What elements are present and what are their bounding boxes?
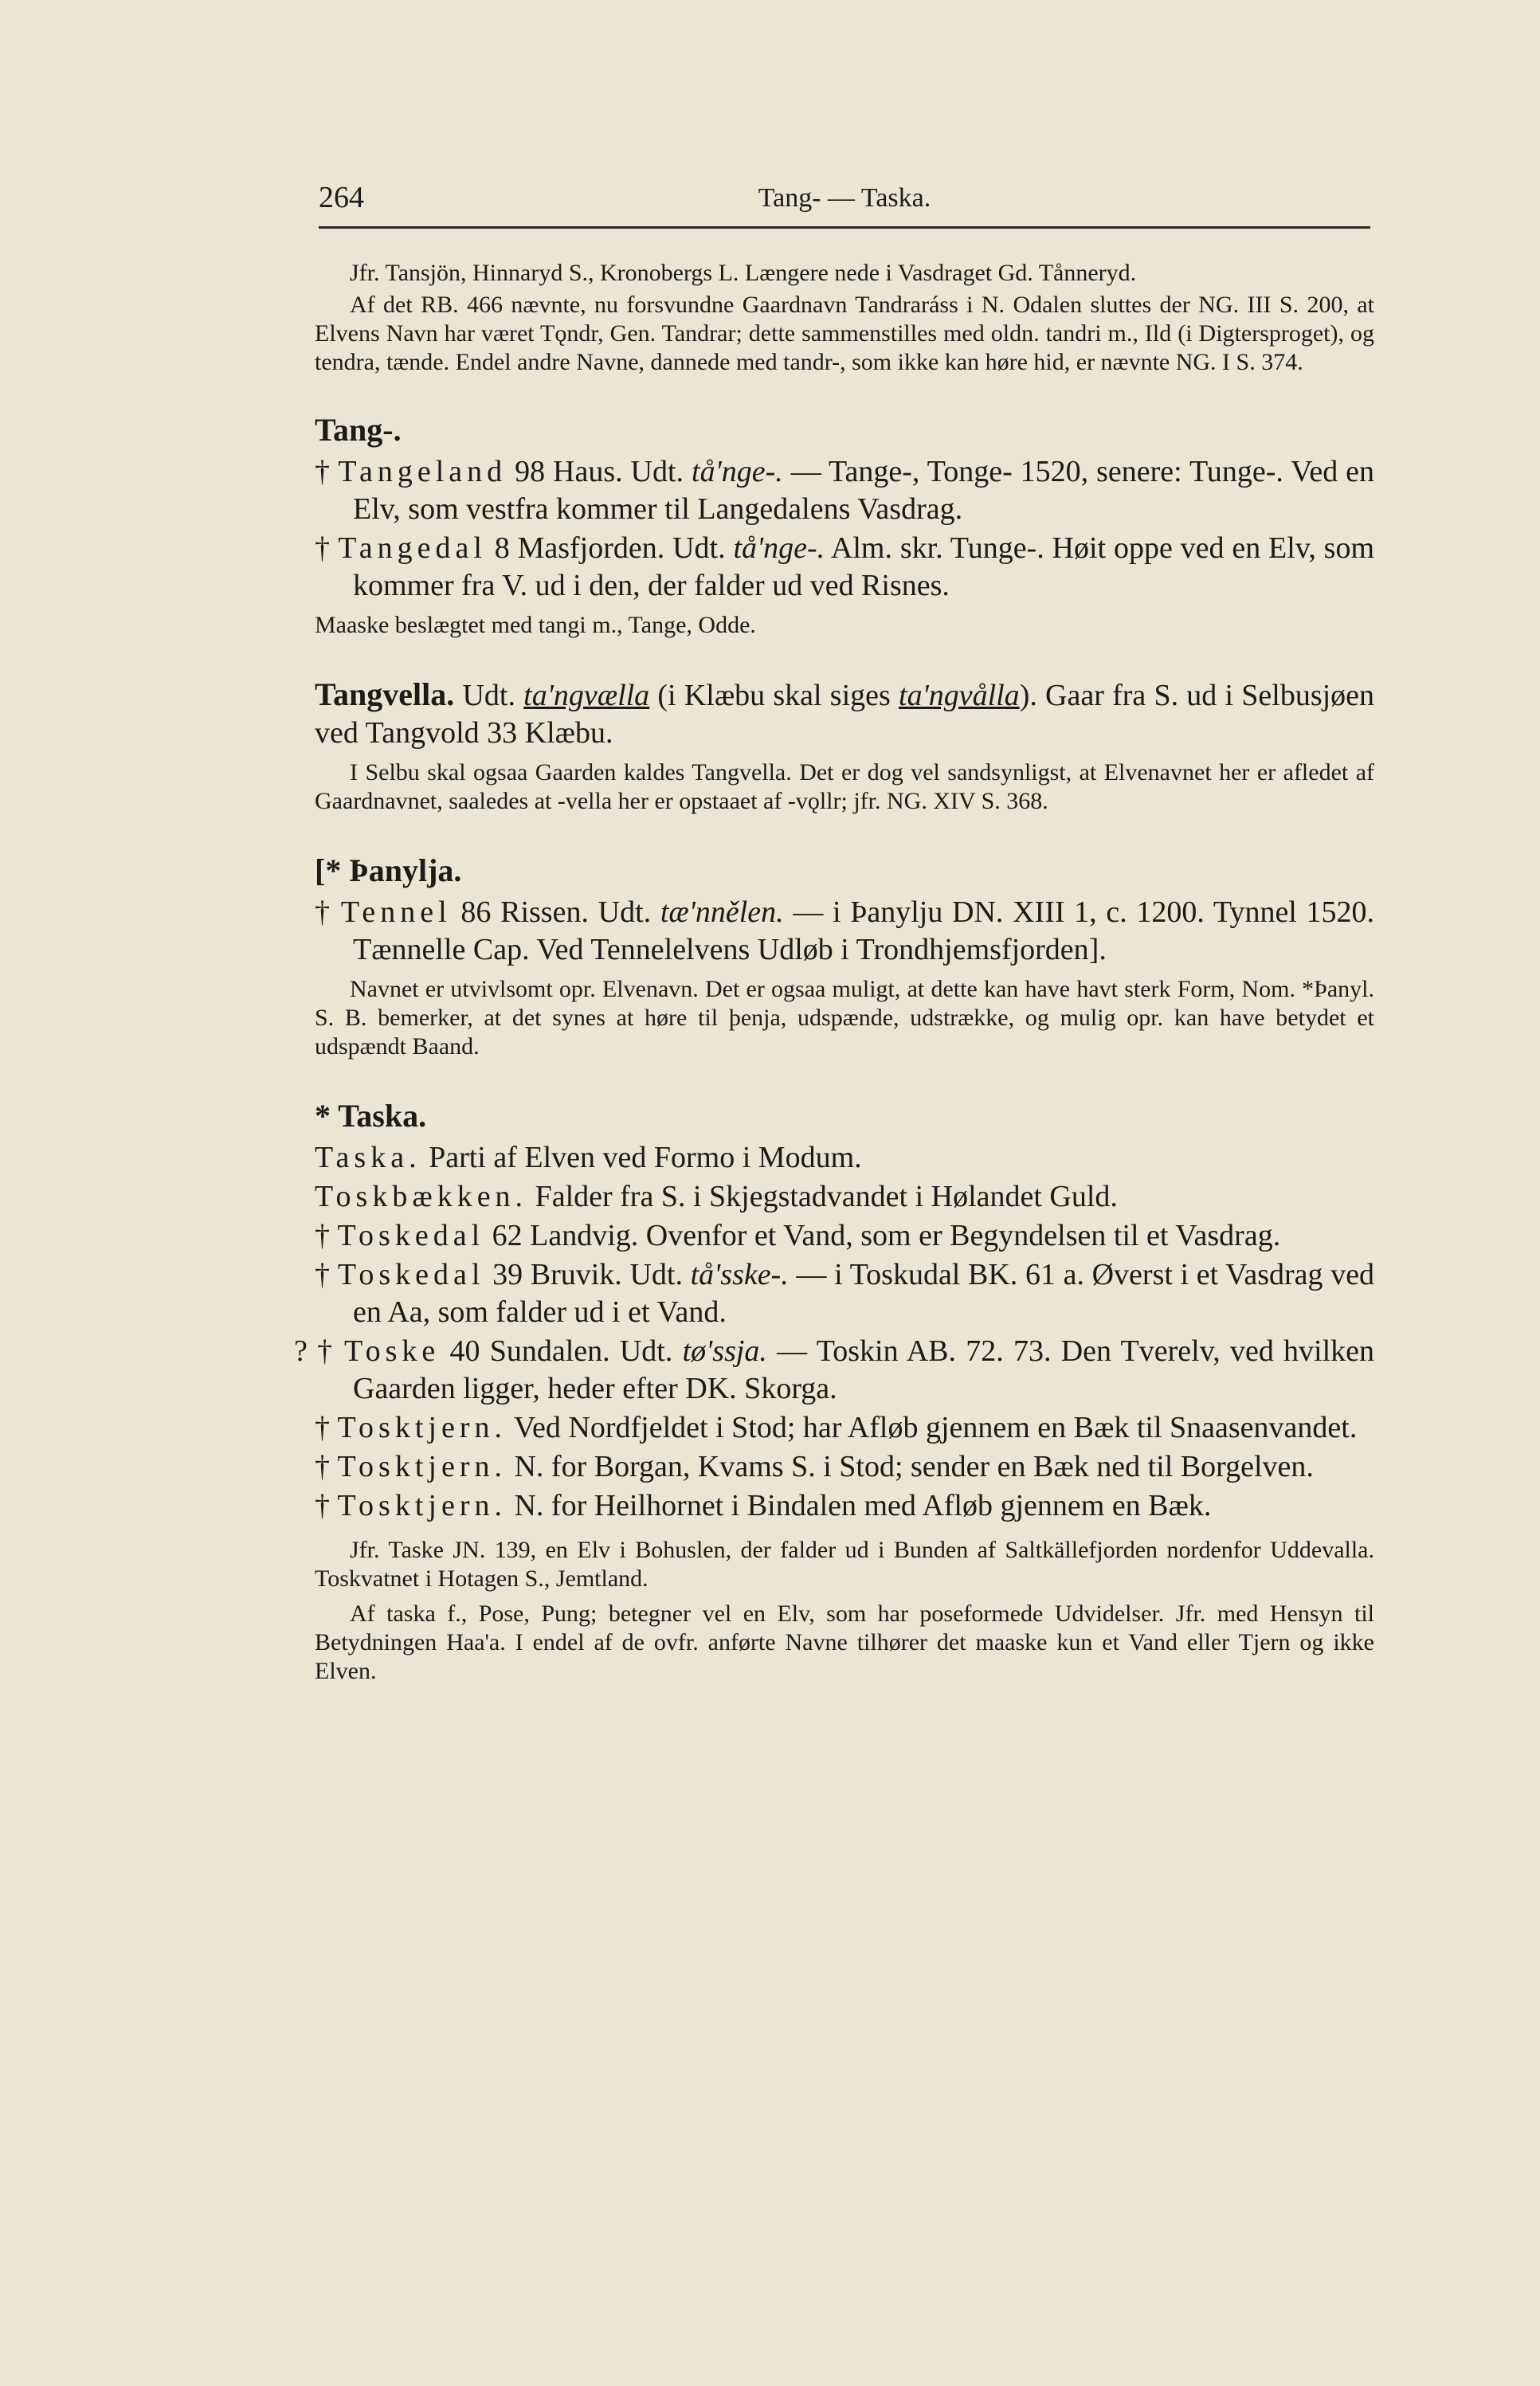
extinct-mark: ? † [294,1334,335,1368]
note-tang: Maaske beslægtet med tangi m., Tange, Odde. [315,612,756,638]
entry-name: Toskedal [337,1258,485,1291]
entry-text: Ved Nordfjeldet i Stod; har Afløb gjennem en Bæk til Snaasenvandet. [513,1411,1358,1444]
running-head: Tang- — Taska. [758,183,931,213]
entry-rest: — i Þanylju DN. XIII 1, c. 1200. Tynnel 1520. Tænnelle Cap. Ved Tennelelvens Udløb i Trondhjemsfjorden]. [353,895,1375,966]
entry-toskedal-landvig [315,1217,1374,1255]
page-content [294,259,1375,1689]
entry-name: Tangedal [338,531,487,565]
entry-name: Taska. [315,1141,421,1174]
extinct-mark: † [315,1411,330,1444]
entry-rest: ). Gaar fra S. ud i Selbusjøen ved Tangvold 33 Klæbu. [315,679,1375,750]
heading-tangvella: Tangvella. [315,676,455,712]
entry-text: Parti af Elven ved Formo i Modum. [429,1141,862,1174]
entry-tangvella [315,675,1374,752]
entry-text: Falder fra S. i Skjegstadvandet i Hølandet Guld. [535,1180,1118,1213]
heading-taska: * Taska. [315,1098,427,1134]
pronunciation: tæ'nnělen. [660,895,784,929]
entry-text: (i Klæbu skal siges [657,679,891,712]
entry-tangedal [315,530,1374,605]
pronunciation: tø'ssja. [682,1334,767,1368]
note-tangvella: I Selbu skal ogsaa Gaarden kaldes Tangvella. Det er dog vel sandsynligst, at Elvenavnet her er afledet af Gaardnavnet, saaledes at -vella her er opstaaet af -vǫllr; jfr. NG. XIV S. 368. [315,759,1374,814]
entry-rest: Alm. skr. Tunge-. Høit oppe ved en Elv, som kommer fra V. ud i den, der falder ud ved Risnes. [353,531,1375,602]
entry-tennel [315,894,1374,969]
page-number: 264 [319,181,364,214]
entry-name: Tosktjern. [337,1450,507,1483]
entry-tosktjern-3 [315,1487,1374,1525]
extinct-mark: † [315,531,331,565]
entry-tosktjern-2 [315,1448,1374,1486]
entry-text: 62 Landvig. Ovenfor et Vand, som er Begyndelsen til et Vasdrag. [492,1219,1281,1252]
intro-paragraph-1: Jfr. Tansjön, Hinnaryd S., Kronobergs L. Længere nede i Vasdraget Gd. Tånneryd. [350,260,1137,286]
entry-text: 39 Bruvik. Udt. [492,1258,683,1291]
entry-text: N. for Heilhornet i Bindalen med Afløb gjennem en Bæk. [514,1489,1212,1522]
heading-tang: Tang-. [315,412,402,448]
note-taska-1: Jfr. Taske JN. 139, en Elv i Bohuslen, der falder ud i Bunden af Saltkällefjorden nordenfor Uddevalla. Toskvatnet i Hotagen S., Jemtland. [315,1537,1374,1592]
pronunciation-alt: ta'ngvålla [899,679,1020,712]
entry-name: Tosktjern. [337,1411,507,1444]
entry-name: Tennel [340,895,452,929]
note-taska-2: Af taska f., Pose, Pung; betegner vel en Elv, som har poseformede Udvidelser. Jfr. med Hensyn til Betydningen Haa'a. I endel af de ovfr. anførte Navne tilhører det maaske kun et Vand eller Tjern og ikke Elven. [315,1600,1374,1684]
pronunciation: tå'sske-. [690,1258,789,1291]
entry-rest: — Toskin AB. 72. 73. Den Tverelv, ved hvilken Gaarden ligger, heder efter DK. Skorga. [353,1334,1375,1405]
entry-text: N. for Borgan, Kvams S. i Stod; sender en Bæk ned til Borgelven. [514,1450,1314,1483]
entry-name: Toskbækken. [315,1180,528,1213]
entry-name: Toske [344,1334,441,1368]
entry-rest: — i Toskudal BK. 61 a. Øverst i et Vasdrag ved en Aa, som falder ud i et Vand. [353,1258,1375,1329]
entry-text: 8 Masfjorden. Udt. [494,531,726,565]
extinct-mark: † [315,1450,330,1483]
extinct-mark: † [315,1219,330,1252]
pronunciation: ta'ngvælla [523,679,650,712]
entry-name: Tangeland [338,455,507,488]
pronunciation: tå'nge-. [733,531,825,565]
entry-text: Udt. [462,679,515,712]
extinct-mark: † [315,1489,330,1522]
extinct-mark: † [315,1258,331,1291]
entry-name: Tosktjern. [337,1489,507,1522]
entry-text: 98 Haus. Udt. [515,455,684,488]
entry-taska [315,1139,1374,1177]
extinct-mark: † [315,895,332,929]
heading-panylja: [* Þanylja. [315,852,462,888]
pronunciation: tå'nge-. [692,455,783,488]
entry-text: 86 Rissen. Udt. [460,895,652,929]
intro-paragraph-2: Af det RB. 466 nævnte, nu forsvundne Gaardnavn Tandraráss i N. Odalen sluttes der NG. III S. 200, at Elvens Navn har været Tǫndr, Gen. Tandrar; dette sammenstilles med oldn. tandri m., Ild (i Digtersproget), og tendra, tænde. Endel andre Navne, dannede med tandr-, som ikke kan høre hid, er nævnte NG. I S. 374. [315,292,1374,375]
entry-toskedal-bruvik [315,1256,1374,1331]
entry-text: 40 Sundalen. Udt. [449,1334,673,1368]
entry-toskbaekken [315,1178,1374,1216]
extinct-mark: † [315,455,331,488]
entry-toske [294,1333,1375,1408]
entry-tosktjern-1 [315,1409,1374,1447]
note-panylja: Navnet er utvivlsomt opr. Elvenavn. Det er ogsaa muligt, at dette kan have havt sterk Form, Nom. *Þanyl. S. B. bemerker, at det synes at høre til þenja, udspænde, udstrække, og mulig opr. kan have betydet et udspændt Baand. [315,976,1374,1060]
entry-name: Toskedal [337,1219,485,1252]
entry-tangeland [315,453,1374,528]
page-header [319,177,1370,229]
entry-rest: — Tange-, Tonge- 1520, senere: Tunge-. Ved en Elv, som vestfra kommer til Langedalens Vasdrag. [353,455,1375,526]
